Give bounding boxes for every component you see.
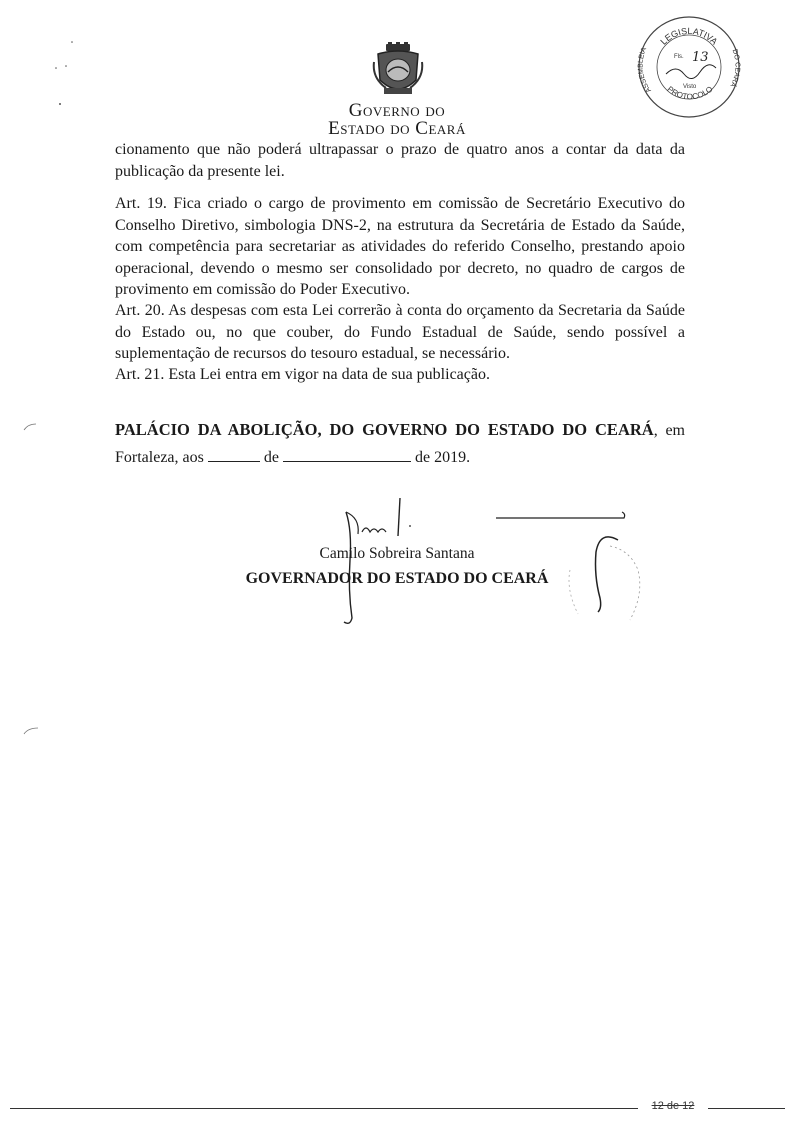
day-blank [208,447,260,462]
stamp-left-text: ASSEMBLEIA [637,46,653,94]
article-19-text: Art. 19. Fica criado o cargo de provimento em comissão de Secretário Executivo do Conselho Diretivo, simbologia DNS-2, na estrutura da Secretária de Estado da Saúde, com competência para secretariar as atividades do referido Conselho, prestando apoio operacional, devendo o mesmo ser consolidado por decreto, no quadro de cargos de provimento em comissão do Poder Executivo. [115,195,685,298]
closing-de1: de [263,449,279,466]
state-coat-of-arms-icon [372,42,424,98]
stamp-folio-label: Fls. [674,54,684,60]
header-government: Governo do [348,100,446,121]
article-21-text: Art. 21. Esta Lei entra em vigor na data de sua publicação. [115,366,490,383]
stamp-visto-label: Visto [683,84,697,90]
header-state: Estado do Ceará [328,118,466,139]
closing-bold: PALÁCIO DA ABOLIÇÃO, DO GOVERNO DO ESTADO DO CEARÁ [115,420,654,439]
paragraph-continuation [115,139,685,194]
stamp-folio-number: 13 [692,50,709,65]
continuation-text: cionamento que não poderá ultrapassar o prazo de quatro anos a contar da data da publicação da presente lei. [115,141,685,180]
page-number: 12 de 12 [638,1100,708,1112]
signer-title: GOVERNADOR DO ESTADO DO CEARÁ [245,570,549,587]
svg-text:LEGISLATIVA [658,26,719,47]
stamp-right-text: DO CEARÁ [728,48,741,88]
stamp-signature-icon [666,65,716,79]
closing-after-bold: , em Fortaleza, aos [115,422,686,466]
protocol-stamp [636,14,742,120]
article-21 [115,364,685,398]
closing-paragraph [115,416,685,471]
month-blank [283,447,411,462]
stamp-bottom-text: PROTOCOLO [665,84,715,102]
svg-text:DO CEARÁ [728,48,740,89]
signer-name: Camilo Sobreira Santana [319,545,475,562]
svg-text:ASSEMBLEIA [638,46,653,93]
article-19 [115,193,685,313]
article-20-text: Art. 20. As despesas com esta Lei correrão à conta do orçamento da Secretaria da Saúde do Estado ou, no que couber, do Fundo Estadual de Saúde, sendo possível a suplementação de recursos do tesouro estadual, se necessário. [115,302,685,362]
margin-marks [0,0,80,800]
stamp-top-text: LEGISLATIVA [658,25,720,47]
closing-de2: de 2019. [414,449,471,466]
